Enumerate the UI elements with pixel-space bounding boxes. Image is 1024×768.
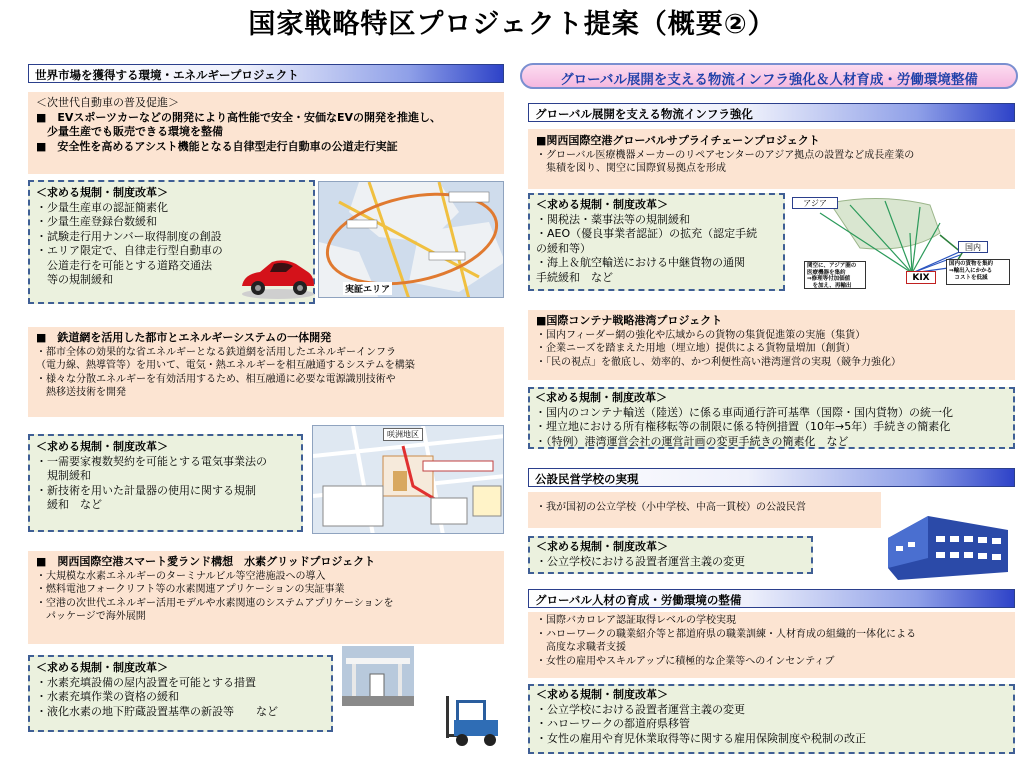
demonstration-area-label: 実証エリア: [343, 282, 392, 295]
rail-energy-body: ・都市全体の効果的な省エネルギーとなる鉄道網を活用したエネルギーインフラ （電力線、熱導管等）を用いて、電気・熱エネルギーを相互融通するシステムを構築 ・様々な分散エネルギーを有効活用するため、相互融通に必要な電源識別技術や 熱移送技術を開発: [36, 346, 415, 398]
domestic-label: 国内: [958, 241, 988, 253]
sakishima-area-label: 咲洲地区: [383, 428, 423, 441]
ev-intro-bullet-ev-sports: ■ EVスポーツカーなどの開発により高性能で安全・安価なEVの開発を推進し、 少量生産でも販売できる環境を整備: [36, 110, 442, 138]
rail-energy-panel: [28, 327, 504, 417]
kix-supply-chain-heading: ■関西国際空港グローバルサプライチェーンプロジェクト: [536, 134, 820, 147]
regulation-list-hydrogen: ・水素充填設備の屋内設置を可能とする措置 ・水素充填作業の資格の緩和 ・液化水素の地下貯蔵設置基準の新設等 など: [36, 675, 278, 718]
section-bar-global-talent: グローバル人材の育成・労働環境の整備: [528, 589, 1015, 608]
regulation-box-school: [528, 536, 813, 574]
regulation-list-school: ・公立学校における設置者運営主義の変更: [536, 554, 745, 568]
section-bar-logistics: グローバル展開を支える物流インフラ強化: [528, 103, 1015, 122]
domestic-cargo-note: 国内の貨物を集約 ⇒輸出入にかかる コストを低減: [946, 259, 1010, 285]
ev-intro-bullet-autonomous: ■ 安全性を高めるアシスト機能となる自律型走行自動車の公道走行実証: [36, 139, 398, 153]
container-port-panel: [528, 310, 1015, 380]
global-talent-panel: [528, 612, 1015, 678]
regulation-list-rail: ・一需要家複数契約を可能とする電気事業法の 規制緩和 ・新技術を用いた計量器の使用に関する規制 緩和 など: [36, 454, 267, 511]
hydrogen-grid-body: ・大規模な水素エネルギーのターミナルビル等空港施設への導入 ・燃料電池フォークリフト等の水素関連アプリケーションの実証事業 ・空港の次世代エネルギー活用モデルや水素関連のシステムアプリケーションを パッケージで海外展開: [36, 570, 394, 622]
regulation-box-kix: [528, 193, 785, 291]
regulation-heading: ＜求める規制・制度改革＞: [36, 661, 168, 674]
regulation-box-hydrogen: [28, 655, 333, 732]
page-title: 国家戦略特区プロジェクト提案（概要②）: [248, 9, 776, 40]
section-bar-environment-energy: 世界市場を獲得する環境・エネルギープロジェクト: [28, 64, 504, 83]
regulation-box-port: [528, 387, 1015, 449]
school-building-icon: [878, 508, 1018, 584]
regulation-list-talent: ・公立学校における設置者運営主義の変更 ・ハローワークの都道府県移管 ・女性の雇用や育児休業取得等に関する雇用保険制度や税制の改正: [536, 702, 866, 745]
global-talent-body: ・国際バカロレア認証取得レベルの学校実現 ・ハローワークの職業紹介等と都道府県の職業訓練・人材育成の組織的一体化による 高度な求職者支援 ・女性の雇用やスキルアップに積極的な企業等へのインセンティブ: [536, 615, 916, 667]
public-private-school-panel: [528, 492, 881, 528]
regulation-heading: ＜求める規制・制度改革＞: [535, 391, 667, 404]
hydrogen-grid-panel: [28, 551, 504, 644]
demonstration-area-map: [318, 181, 504, 298]
regulation-heading: ＜求める規制・制度改革＞: [536, 198, 668, 211]
ev-sports-car-image: [238, 250, 316, 302]
hydrogen-grid-heading: ■ 関西国際空港スマート愛ランド構想 水素グリッドプロジェクト: [36, 555, 376, 568]
ev-intro-panel: [28, 92, 504, 174]
regulation-box-talent: [528, 684, 1015, 754]
public-private-school-body: ・我が国初の公立学校（小中学校、中高一貫校）の公設民営: [536, 502, 806, 513]
kix-supply-chain-panel: [528, 129, 1015, 189]
regulation-list-port: ・国内のコンテナ輸送（陸送）に係る車両通行許可基準（国際・国内貨物）の統一化 ・埋立地における所有権移転等の制限に係る特例措置（10年→5年）手続きの簡素化 ・（特例）港湾運営会社の運営計画の変更手続きの簡素化 など: [535, 405, 953, 448]
container-port-heading: ■国際コンテナ戦略港湾プロジェクト: [536, 314, 723, 327]
rail-energy-heading: ■ 鉄道網を活用した都市とエネルギーシステムの一体開発: [36, 331, 332, 344]
regulation-heading: ＜求める規制・制度改革＞: [36, 186, 168, 199]
container-port-body: ・国内フィーダー網の強化や広域からの貨物の集貨促進策の実施（集貨） ・企業ニーズを踏まえた用地（埋立地）提供による貨物量増加（創貨） ・「民の視点」を徹底し、効率的、かつ利便性高い港湾運営の実現（競争力強化）: [536, 329, 901, 368]
kix-label: KIX: [906, 271, 936, 284]
regulation-heading: ＜求める規制・制度改革＞: [536, 540, 668, 553]
section-bar-public-private-school: 公設民営学校の実現: [528, 468, 1015, 487]
kix-logistics-diagram: [790, 193, 1018, 293]
hydrogen-station-photo: [342, 646, 414, 706]
regulation-list-kix: ・関税法・薬事法等の規制緩和 ・AEO（優良事業者認証）の拡充（認定手続 の緩和等） ・海上＆航空輸送における中継貨物の通関 手続緩和 など: [536, 212, 758, 284]
kix-repair-note: 関空に、アジア圏の 医療機器を集約 ⇒修理等付加価値 を加え、再輸出: [804, 261, 866, 289]
regulation-list-ev: ・少量生産車の認証簡素化 ・少量生産登録台数緩和 ・試験走行用ナンバー取得制度の創設 ・エリア限定で、自律走行型自動車の 公道走行を可能とする道路交通法 等の規制緩和: [36, 200, 223, 286]
regulation-box-rail: [28, 434, 303, 532]
right-column-theme-banner: グローバル展開を支える物流インフラ強化＆人材育成・労働環境整備: [520, 63, 1018, 89]
forklift-image: [440, 694, 504, 748]
ev-intro-heading: ＜次世代自動車の普及促進＞: [36, 96, 179, 109]
asia-label: アジア: [792, 197, 838, 209]
regulation-heading: ＜求める規制・制度改革＞: [536, 688, 668, 701]
kix-supply-chain-body: ・グローバル医療機器メーカーのリペアセンターのアジア拠点の設置など成長産業の 集積を図り、関空に国際貿易拠点を形成: [536, 149, 915, 174]
sakishima-area-map: [312, 425, 504, 534]
regulation-heading: ＜求める規制・制度改革＞: [36, 440, 168, 453]
